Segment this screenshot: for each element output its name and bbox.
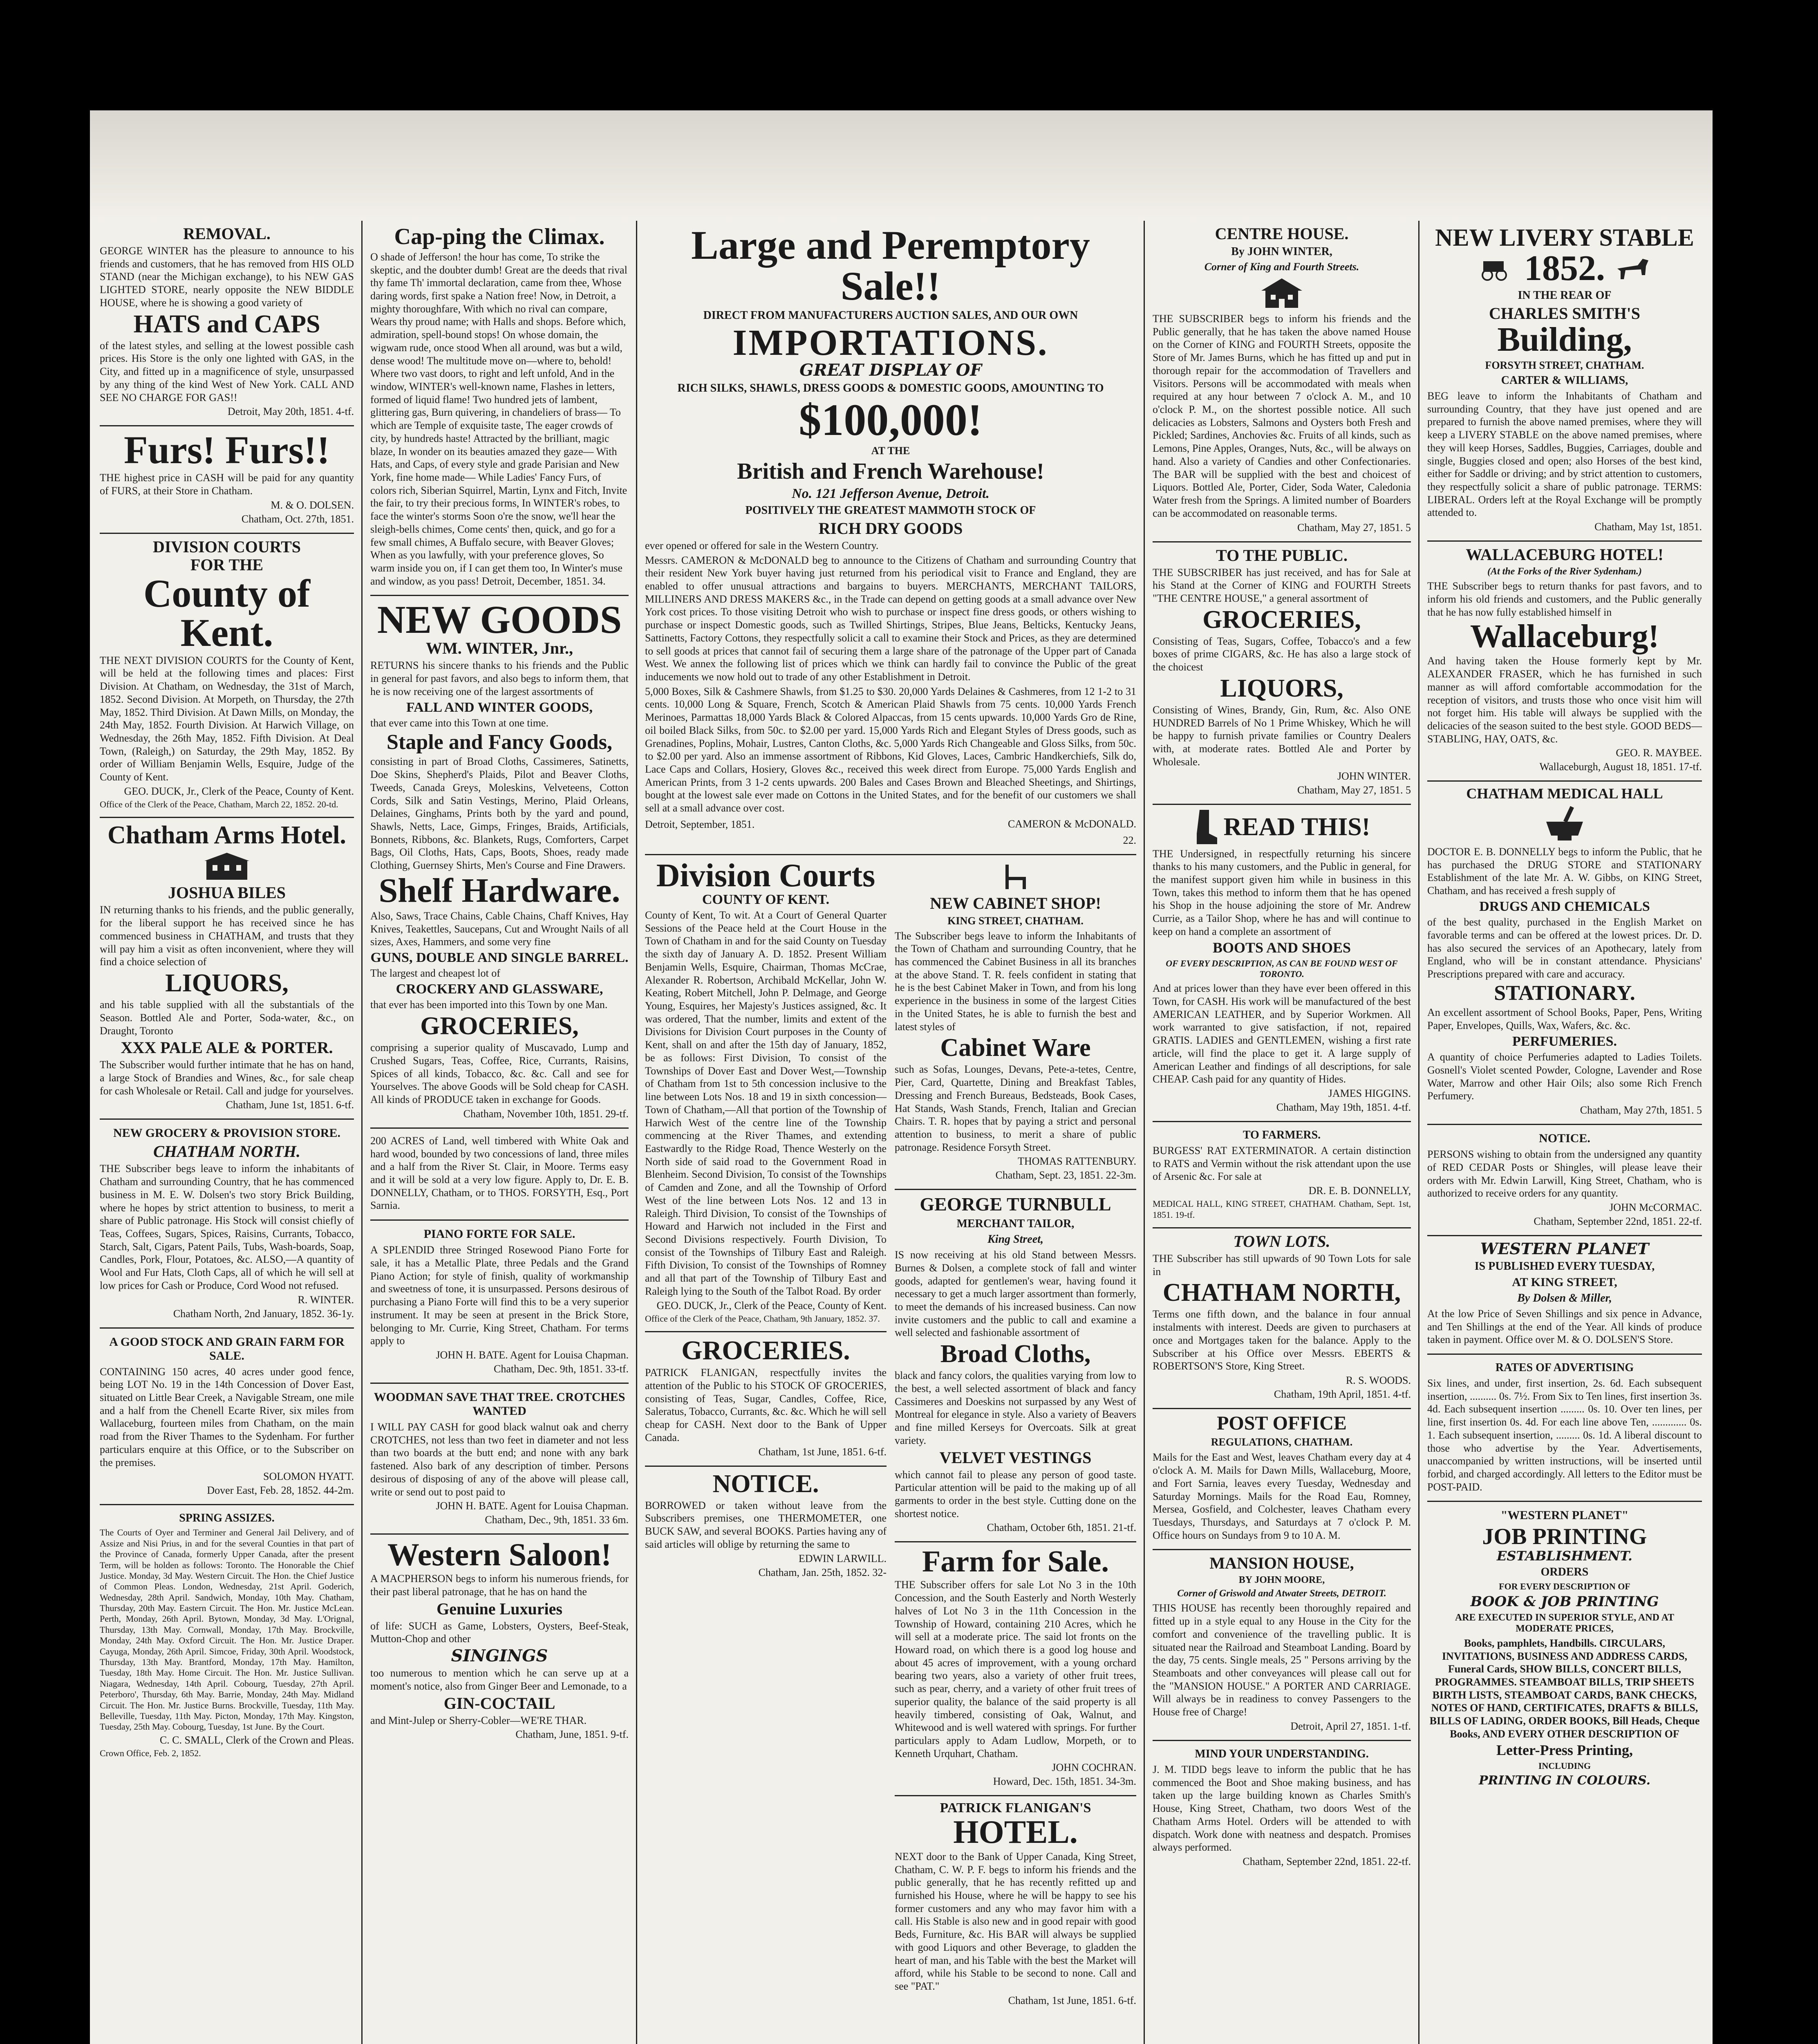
- ad-date: Chatham, Dec. 9th, 1851. 33-tf.: [494, 1363, 629, 1375]
- mind-understanding-ad: [1153, 1741, 1411, 1875]
- ad-headline: JOB PRINTING: [1482, 1524, 1647, 1550]
- poem-title: Cap-ping the Climax.: [394, 224, 605, 249]
- ad-signature: CAMERON & McDONALD.: [1008, 818, 1136, 830]
- hotel-building-icon: [202, 852, 251, 881]
- ad-body: The Subscriber would further intimate that he has on hand, a large Stock of Brandies and Wines, &c., for sale cheap for cash Wholesale or Retail. Call and judge for yourselves.: [100, 1059, 354, 1097]
- ad-title: TO FARMERS.: [1243, 1128, 1321, 1141]
- ad-body: too numerous to mention which he can serve up at a moment's notice, also from Ginger Beer and Lemonade, to a: [370, 1667, 629, 1692]
- ad-subtitle: IN THE REAR OF: [1518, 289, 1612, 302]
- ad-headline: RICH DRY GOODS: [818, 519, 963, 538]
- ad-date: Dover East, Feb. 28, 1852. 44-2m.: [207, 1484, 354, 1497]
- ad-date: Chatham, 1st June, 1851. 6-tf.: [758, 1446, 887, 1458]
- newspaper-page: [90, 110, 1713, 2044]
- ad-date: Chatham, November 10th, 1851. 29-tf.: [463, 1107, 629, 1120]
- ad-body: Terms one fifth down, and the balance in four annual instalments with interest. Deeds are given to purchasers at once and Mortgages taken for the balance. Apply to the Subscriber at his Office over Messrs. EBERTS & ROBERTSON'S Store, King Street.: [1153, 1308, 1411, 1372]
- ad-headline: IMPORTATIONS.: [732, 323, 1049, 363]
- ad-subtitle: AT THE: [871, 445, 910, 457]
- ad-subtitle: POSITIVELY THE GREATEST MAMMOTH STOCK OF: [745, 504, 1036, 517]
- ad-body: of life: SUCH as Game, Lobsters, Oysters, Beef-Steak, Mutton-Chop and other: [370, 1620, 629, 1645]
- ad-title: CHATHAM MEDICAL HALL: [1466, 785, 1663, 802]
- ad-body: ever opened or offered for sale in the Western Country.: [645, 539, 879, 551]
- ad-subtitle: REGULATIONS, CHATHAM.: [1211, 1436, 1353, 1448]
- ad-body: GEORGE WINTER has the pleasure to announce to his friends and customers, that he has removed from HIS OLD STAND (near the Michigan exchange), to his NEW GAS LIGHTED STORE, nearly opposite the NEW BIDDLE HOUSE, where he is showing a good variety of: [100, 245, 354, 309]
- ad-title: REMOVAL.: [183, 224, 271, 243]
- ad-body: THE NEXT DIVISION COURTS for the County of Kent, will be held at the following times and places: First Division. At Chatham, on Wednesday, the 31st of March, 1852. Second Division. At Morpeth, on Thursday, the 27th May, 1852. Third Division. At Dawn Mills, on Monday, the 24th May, 1852. Fourth Division. At Harwich Village, on Wednesday, the 26th May, 1852. Fifth Division. At Deal Town, (Raleigh,) on Saturday, the 29th May, 1852. By order of William Benjamin Wells, Esquire, Judge of the County of Kent.: [100, 654, 354, 783]
- ad-address: No. 121 Jefferson Avenue, Detroit.: [792, 486, 990, 501]
- poem-body: O shade of Jefferson! the hour has come, To strike the skeptic, and the doubter dumb! Great are the deeds that rival thy fame Th' immortal declaration, came from thee, Whose daring words, first spake a Nation free! Now, in Detroit, a mighty thoroughfare, With which no rival can compare, Wears thy proud name; with Halls and shops. Before which, admiration, spell-bound stops! On whose domain, the wigwam rude, once stood When all around, was but a wild, dense wood! The multitude move on—where to, behold! Where two vast doors, to right and left unfold, And in the window, WINTER's well-known name, Flashes in letters, formed of liquid flame! Two hundred jets of lambent, glittering gas, Burn quivering, in chandeliers of brass— To which are Temple of exquisite taste, The eager crowds of city, by hundreds haste! Attracted by the brilliant, magic blaze, In wonder on its beauties amazed they gaze— With Hats, and Caps, of every style and grade Parisian and New York, fine home made— While Ladies' Fancy Furs, of colors rich, Siberian Squirrel, Martin, Lynx and Fitch, Invite the fair, to try their precious forms, In WINTER's robes, to face the winter's storms Soon o're the snow, we'll hear the sleigh-bells chimes, Come cents' then, quick, and go for a few small chimes, A Buffalo secure, with Beaver Gloves; When as you lawfully, with your preference gloves, So warm inside you on, if I can get them too, In Winter's muse and window, as you pass! Detroit, December, 1851. 34.: [370, 251, 627, 587]
- ad-address: Corner of Griswold and Atwater Streets, DETROIT.: [1177, 1588, 1386, 1599]
- ad-headline: Wallaceburg!: [1470, 619, 1659, 655]
- chatham-arms-ad: [100, 818, 354, 1120]
- ad-body: PERSONS wishing to obtain from the undersigned any quantity of RED CEDAR Posts or Shingles, will please leave their orders with Mr. Edwin Larwill, King Street, Chatham, who is authorized to receive orders for any quantity.: [1427, 1148, 1702, 1199]
- ad-date: Office of the Clerk of the Peace, Chatham, 9th January, 1852. 37.: [645, 1313, 880, 1324]
- ad-headline: County of Kent.: [143, 571, 311, 654]
- ad-body: THE Subscriber begs leave to inform the inhabitants of Chatham and surrounding Country, that he has commenced business in M. E. W. Dolsen's two story Brick Building, where he hopes by strict attention to business, to merit a share of Public patronage. His Stock will consist chiefly of Teas, Coffees, Sugars, Spices, Raisins, Currants, Tobacco, Starch, Salt, Cigars, Patent Pails, Tubs, Wash-boards, Soap, Candles, Pork, Flour, Potatoes, &c. ALSO,—A quantity of Wool and Fur Hats, Cloth Caps, all of which he will sell at low prices for Cash or Produce, Cord Wood not refused.: [100, 1163, 354, 1291]
- column-rule: [1144, 221, 1145, 2044]
- farm-sale-ad: [100, 1329, 354, 1506]
- ad-signature: THOMAS RATTENBURY.: [1018, 1155, 1136, 1168]
- ad-body: I WILL PAY CASH for good black walnut oak and cherry CROTCHES, not less than two feet in diameter and not less than two boards at the butt end; and none with any bark fastened. Also bark of any description of timber. Persons desirous of disposing of any of the above will please call, write or send out to post paid to: [370, 1421, 629, 1498]
- ad-signature: EDWIN LARWILL.: [798, 1552, 887, 1564]
- ad-title: WALLACEBURG HOTEL!: [1466, 545, 1664, 564]
- sale-amount: $100,000!: [799, 395, 983, 445]
- ad-body: The Subscriber begs leave to inform the Inhabitants of the Town of Chatham and surrounding Country, that he has commenced the Cabinet Business in all its branches at the above Stand. T. R. feels confident in stating that he is the best Cabinet Maker in Town, and from his long experience in the business in some of the largest Cities in the United States, he is able to furnish the best and latest styles of: [895, 930, 1136, 1033]
- ad-body: THE SUBSCRIBER begs to inform his friends and the Public generally, that he has taken the above named House on the Corner of KING and FOURTH Streets, opposite the Store of Mr. James Burns, which he has fitted up and put in thorough repair for the accommodation of Travellers and Visitors. Persons will be accommodated with meals when required at any hour between 7 o'clock A. M., and 10 o'clock P. M., on the shortest possible notice. All such delicacies as Lobsters, Salmons and Oysters both Fresh and Pickled; Sardines, Anchovies &c. Fruits of all kinds, such as Lemons, Pine Apples, Oranges, Nuts, &c., will be always on hand. Also a variety of Candies and other Confectionaries. The BAR will be supplied with the best and choicest of Liquors. Bottled Ale, Porter, Cider, Soda Water, Caledonia Water fresh from the Springs. A limited number of Boarders can be accommodated on reasonable terms.: [1153, 313, 1411, 519]
- ad-body: and Mint-Julep or Sherry-Cobler—WE'RE THAR.: [370, 1714, 587, 1726]
- ad-body: BURGESS' RAT EXTERMINATOR. A certain distinction to RATS and Vermin without the risk attendant upon the use of Arsenic &c. For sale at: [1153, 1144, 1411, 1183]
- ad-title: NOTICE.: [712, 1470, 819, 1498]
- ad-body: A MACPHERSON begs to inform his numerous friends, for their past liberal patronage, that he has on hand the: [370, 1573, 629, 1598]
- ad-title: PIANO FORTE FOR SALE.: [423, 1227, 575, 1241]
- ad-headline: PRINTING IN COLOURS.: [1478, 1773, 1651, 1788]
- page-top-margin: [90, 110, 1713, 221]
- ad-date: Chatham, Jan. 25th, 1852. 32-: [758, 1566, 887, 1578]
- ad-proprietor: By JOHN WINTER,: [1231, 245, 1332, 258]
- ad-headline: GROCERIES,: [420, 1012, 579, 1040]
- ad-date: Chatham, Sept. 23, 1851. 22-3m.: [995, 1169, 1136, 1181]
- flanigan-hotel-ad: [895, 1796, 1136, 2014]
- cedar-notice: [1427, 1125, 1702, 1236]
- ad-subtitle: COUNTY OF KENT.: [702, 892, 830, 907]
- division-courts-order: [645, 855, 887, 1332]
- ad-body: A quantity of choice Perfumeries adapted to Ladies Toilets. Gosnell's Violet scented Powder, Cologne, Lavender and Rose Water, Marrow and other Hair Oils; also some Rich French Perfumery.: [1427, 1051, 1702, 1102]
- ad-title: Farm for Sale.: [922, 1545, 1109, 1579]
- to-farmers-ad: [1153, 1122, 1411, 1228]
- ad-signature: GEO. DUCK, Jr., Clerk of the Peace, County of Kent.: [124, 785, 354, 797]
- ad-body: An excellent assortment of School Books, Paper, Pens, Writing Paper, Envelopes, Quills, Wax, Wafers, &c. &c.: [1427, 1006, 1702, 1032]
- column-4: [1147, 221, 1417, 2044]
- ad-body: THE Undersigned, in respectfully returning his sincere thanks to his many customers, and the Public in general, for the manifest support given him while in business in this Town, takes this method to inform them that he has opened his Shop in the house adjoining the store of Mr. Andrew Currie, as a Tailor Shop, where he has and will continue to keep on hand a complete an assortment of: [1153, 847, 1411, 937]
- ad-body: Consisting of Wines, Brandy, Gin, Rum, &c. Also ONE HUNDRED Barrels of No 1 Prime Whiskey, Which he will be happy to furnish private families or Country Dealers with, at moderate rates. Bottled Ale and Porter by Wholesale.: [1153, 704, 1411, 768]
- ad-body: Six lines, and under, first insertion, 2s. 6d. Each subsequent insertion, .......... 0s. 7½. From Six to Ten lines, first insertion 3s. 4d. Each subsequent insertion ......... 0s. 10. Over ten lines, per line, first insertion 0s. 4d. For each line above Ten, ............. 0s. 1. Each subsequent insertion, ......... 0s. 1d. A liberal discount to those who advertise by the Year. Advertisements, unaccompanied by written instructions, will be inserted until forbid, and charged accordingly. All letters to the Editor must be POST-PAID.: [1427, 1377, 1702, 1493]
- ad-body: black and fancy colors, the qualities varying from low to the best, a well selected assortment of black and fancy Cassimeres and Doeskins not surpassed by any West of Montreal for elegance in style. Also a variety of Beavers and fine milled Kerseys for Overcoats. Silk at great variety.: [895, 1369, 1136, 1446]
- advertising-rates: [1427, 1355, 1702, 1502]
- ad-subtitle: CHARLES SMITH'S: [1489, 304, 1641, 323]
- ad-date: Chatham, September 22nd, 1851. 22-tf.: [1534, 1215, 1702, 1227]
- ad-headline: GUNS, DOUBLE AND SINGLE BARREL.: [370, 950, 629, 965]
- ad-title: GROCERIES.: [681, 1335, 850, 1365]
- ad-body: BEG leave to inform the Inhabitants of Chatham and surrounding Country, that they have just opened and are prepared to furnish the above named premises, where they will keep a LIVERY STABLE on the above named premises, where they will keep Horses, Saddles, Buggies, Carriages, double and single, Buggies closed and open; also Horses of the best kind, either for Saddle or driving; and by strict attention to customers, they respectfully solicit a share of public patronage. TERMS: LIBERAL. Orders left at the Royal Exchange will be promptly attended to.: [1427, 390, 1702, 519]
- ad-signature: JOHN WINTER.: [1337, 770, 1411, 782]
- ad-title: "WESTERN PLANET": [1500, 1508, 1629, 1522]
- job-printing-ad: [1427, 1502, 1702, 1793]
- ad-headline: LIQUORS,: [165, 969, 289, 997]
- ad-title: NEW LIVERY STABLE: [1435, 224, 1694, 251]
- ad-subtitle: DIRECT FROM MANUFACTURERS AUCTION SALES, AND OUR OWN: [703, 309, 1078, 322]
- ad-date: Detroit, April 27, 1851. 1-tf.: [1290, 1720, 1411, 1732]
- ad-body: of the best quality, purchased in the English Market on favorable terms and can be offered at the lowest prices. Dr. D. has also secured the services of an Apothecary, lately from England, who will be in constant attendance. Physicians' Prescriptions prepared with care and accuracy.: [1427, 916, 1702, 980]
- ad-proprietor: By Dolsen & Miller,: [1517, 1291, 1612, 1304]
- ad-proprietor: JOSHUA BILES: [168, 883, 286, 902]
- ad-subtitle: KING STREET, CHATHAM.: [947, 914, 1084, 927]
- western-saloon-ad: [370, 1535, 629, 1748]
- ad-title: PATRICK FLANIGAN'S: [940, 1800, 1091, 1816]
- furs-ad: [100, 426, 354, 533]
- ad-title: NOTICE.: [1539, 1132, 1590, 1145]
- ad-body: Consisting of Teas, Sugars, Coffee, Tobacco's and a few boxes of prime CIGARS, &c. He has also a large stock of the choicest: [1153, 635, 1411, 673]
- ad-subtitle: ESTABLISHMENT.: [1496, 1548, 1633, 1564]
- ad-headline: CROCKERY AND GLASSWARE,: [396, 982, 603, 997]
- ad-title: READ THIS!: [1223, 813, 1370, 841]
- ad-date: Chatham, June 1st, 1851. 6-tf.: [226, 1099, 354, 1111]
- ad-headline: VELVET VESTINGS: [939, 1448, 1092, 1467]
- ad-subtitle: AT KING STREET,: [1512, 1275, 1617, 1289]
- ad-body: CONTAINING 150 acres, 40 acres under good fence, being LOT No. 19 in the 14th Concession of Dover East, situated on Little Bear Creek, a Navigable Stream, one mile and a half from the Chenell Ecarte River, six miles from Wallaceburg, fourteen miles from Chatham, on the main road from the River Thames to the Sydenham. For further particulars enquire at this Office, or to the Subscriber on the premises.: [100, 1365, 354, 1468]
- carriage-icon: [1475, 256, 1516, 281]
- ad-body: Books, pamphlets, Handbills. CIRCULARS, INVITATIONS, BUSINESS AND ADDRESS CARDS, Funeral Cards, SHOW BILLS, CONCERT BILLS, PROGRAMMES. STEAMBOAT BILLS, TRIP SHEETS BIRTH LISTS, STEAMBOAT CARDS, BANK CHECKS, NOTES OF HAND, CERTIFICATES, DRAFTS & BILLS, BILLS OF LADING, ORDER BOOKS, Bill Heads, Cheque Books, AND EVERY OTHER DESCRIPTION OF: [1429, 1637, 1700, 1740]
- livery-stable-ad: [1427, 221, 1702, 542]
- piano-ad: [370, 1221, 629, 1384]
- ad-signature: C. C. SMALL, Clerk of the Crown and Pleas.: [159, 1734, 354, 1746]
- ad-date: MEDICAL HALL, KING STREET, CHATHAM. Chatham, Sept. 1st, 1851. 19-tf.: [1153, 1199, 1411, 1220]
- ad-body: 200 ACRES of Land, well timbered with White Oak and hard wood, bounded by two concessions of land, three miles and a half from the River St. Clair, in Moore. Terms easy and it will be sold at a very low figure. Apply to, Dr. E. B. DONNELLY, Chatham, or to THOS. FORSYTH, Esq., Port Sarnia.: [370, 1134, 629, 1212]
- to-the-public-ad: [1153, 542, 1411, 805]
- ad-signature: R. WINTER.: [298, 1293, 354, 1306]
- ad-body: THE Subscriber has still upwards of 90 Town Lots for sale in: [1153, 1252, 1411, 1278]
- ad-date: Chatham, 1st June, 1851. 6-tf.: [1008, 1994, 1136, 2006]
- ad-headline: DRUGS AND CHEMICALS: [1479, 899, 1650, 914]
- medical-hall-ad: [1427, 782, 1702, 1125]
- ad-body: comprising a superior quality of Muscavado, Lump and Crushed Sugars, Teas, Coffee, Rice, Currants, Raisins, Spices of all kinds, Tobacco, &c. &c. Call and see for Yourselves. The above Goods will be Sold cheap for CASH. All kinds of PRODUCE taken in exchange for Goods.: [370, 1042, 629, 1106]
- spring-assizes-notice: [100, 1505, 354, 1766]
- column-1: [94, 221, 360, 2044]
- ad-date: Detroit, September, 1851.: [645, 818, 755, 830]
- borrowed-notice: [645, 1467, 887, 1586]
- mortar-and-pestle-icon: [1542, 805, 1587, 842]
- ad-title: POST OFFICE: [1217, 1412, 1347, 1434]
- ad-subtitle: ARE EXECUTED IN SUPERIOR STYLE, AND AT MODERATE PRICES,: [1455, 1612, 1675, 1634]
- ad-subtitle: ORDERS: [1540, 1566, 1589, 1579]
- ad-address: FORSYTH STREET, CHATHAM.: [1485, 359, 1644, 371]
- ad-price-list: 5,000 Boxes, Silk & Cashmere Shawls, from $1.25 to $30. 20,000 Yards Delaines & Cashmeres, from 12 1-2 to 31 cents. 10,000 Long & Square, French, Scotch & American Plaid Shawls from 75 cents. 10,000 Yards French Merinoes, Parmattas 18,000 Yards Black & Colored Alpaccas, from 15 cents upwards. 10,000 Yards Gro de Rine, oil boiled Black Silks, from 50c. to $2.00 per yard. 15,000 Yards Rich and Elegant Styles of Dress goods, such as Grenadines, Poplins, Mohair, Lustres, Canton Cloths, &c. 5,000 Yards Rich Changeable and Gloss Silks, from 50c. to $2.00 per yard. Also an immense assortment of Ribbons, Kid Gloves, Laces, Cambric Handkerchiefs, Silk do, Lace Caps and Collars, Hosiery, Gloves &c., received this week direct from Europe. 75,000 Yards English and American Prints, from 3 1-2 cents upwards. 200 Bales and Cases Brown and Bleached Sheetings, and Shirtings, bought at the lowest sale ever made on Cottons in the United States, and for the benefit of our customers we shall sell at a small advance over cost.: [645, 685, 1136, 814]
- ad-title: FOR THE: [190, 555, 264, 574]
- ad-title: Large and Peremptory Sale!!: [691, 222, 1090, 309]
- ad-subtitle: CHATHAM NORTH.: [153, 1142, 301, 1161]
- ad-signature: DR. E. B. DONNELLY,: [1308, 1185, 1411, 1197]
- ad-headline: PERFUMERIES.: [1512, 1033, 1617, 1049]
- ad-headline: FALL AND WINTER GOODS,: [406, 699, 593, 715]
- ad-subtitle: (At the Forks of the River Sydenham.): [1487, 566, 1642, 577]
- ad-title: MIND YOUR UNDERSTANDING.: [1195, 1747, 1369, 1760]
- ad-date: Chatham, May 19th, 1851. 4-tf.: [1276, 1101, 1411, 1113]
- column-rule: [1418, 221, 1419, 2044]
- column-3: [639, 221, 1142, 2044]
- ad-signature: Detroit, May 20th, 1851. 4-tf.: [227, 406, 354, 418]
- ad-headline: GROCERIES,: [1202, 605, 1361, 634]
- ad-headline: Genuine Luxuries: [437, 1599, 562, 1618]
- ad-date: Chatham, October 6th, 1851. 21-tf.: [987, 1522, 1136, 1534]
- column-5: [1422, 221, 1708, 2044]
- ad-signature: JAMES HIGGINS.: [1328, 1087, 1411, 1099]
- ad-headline: Staple and Fancy Goods,: [387, 730, 612, 754]
- read-this-ad: [1153, 805, 1411, 1122]
- ad-body: Mails for the East and West, leaves Chatham every day at 4 o'clock A. M. Mails for Dawn Mills, Wallaceburg, Moore, and Fort Sarnia, leaves every Tuesday, Wednesday and Saturday Mornings. Mails for the Road Eau, Romney, Mersea, Gosfield, and Colchester, leaves Chatham every Tuesdays, Thursdays, and Saturdays at 7 o'clock P. M. Office hours on Sundays from 9 to 10 A. M.: [1153, 1451, 1411, 1541]
- ad-body: and his table supplied with all the substantials of the Season. Bottled Ale and Porter, Soda-water, &c., on Draught, Toronto: [100, 999, 354, 1037]
- ad-subtitle: King Street,: [987, 1233, 1043, 1246]
- ad-body: that ever came into this Town at one time.: [370, 717, 549, 729]
- ad-title: Furs! Furs!!: [124, 428, 330, 472]
- ad-headline: BOOK & JOB PRINTING: [1470, 1594, 1659, 1610]
- ad-date: Office of the Clerk of the Peace, Chatham, March 22, 1852. 20-td.: [100, 799, 338, 809]
- boot-icon: [1193, 809, 1218, 846]
- ad-subtitle: INCLUDING: [1538, 1761, 1591, 1771]
- ad-headline: XXX PALE ALE & PORTER.: [121, 1038, 333, 1057]
- ad-date: Chatham, Dec., 9th, 1851. 33 6m.: [485, 1514, 629, 1526]
- wallaceburg-hotel-ad: [1427, 542, 1702, 782]
- house-icon: [1259, 276, 1304, 309]
- ad-headline: Building,: [1497, 320, 1632, 359]
- ad-body: Also, Saws, Trace Chains, Cable Chains, Chaff Knives, Hay Knives, Teakettles, Saucepans, Cut and Wrought Nails of all sizes, Axes, Hammers, and some very fine: [370, 910, 629, 948]
- ad-date: Chatham, September 22nd, 1851. 22-tf.: [1243, 1855, 1411, 1867]
- town-lots-ad: [1153, 1228, 1411, 1409]
- ad-proprietor: BY JOHN MOORE,: [1238, 1575, 1325, 1586]
- ad-title: GEORGE TURNBULL: [920, 1194, 1111, 1215]
- ad-subtitle: FOR EVERY DESCRIPTION OF: [1499, 1581, 1630, 1592]
- ad-body: THIS HOUSE has recently been thoroughly repaired and fitted up in a style equal to any House in the City for the comfort and convenience of the travelling public. It is situated near the Railroad and Steamboat Landing. Board by the day, 75 cents. Single meals, 25 " Persons arriving by the Steamboats and other conveyances will please call out for the "MANSION HOUSE." A PORTER AND CARRIAGE. Will always be in readiness to convey Passengers to the House free of Charge!: [1153, 1602, 1411, 1718]
- ad-title: NEW GOODS: [377, 598, 622, 642]
- ad-title: A GOOD STOCK AND GRAIN FARM FOR SALE.: [109, 1335, 345, 1363]
- ad-body: The Courts of Oyer and Terminer and General Jail Delivery, and of Assize and Nisi Prius, in and for the several Counties in that part of the Province of Canada, formerly Upper Canada, after the present Term, will be holden as follows: Toronto. The Honorable the Chief Justice. Monday, 3d May. Western Circuit. The Hon. the Chief Justice of Common Pleas. London, Wednesday, 21st April. Goderich, Wednesday, 28th April. Sandwich, Monday, 10th May. Chatham, Thursday, 20th May. Eastern Circuit. The Hon. Mr. Justice McLean. Perth, Monday, 26th April. Bytown, Monday, 3d May. L'Orignal, Thursday, 13th May. Cornwall, Monday, 17th May. Brockville, Monday, 24th May. Oxford Circuit. The Hon. Mr. Justice Draper. Cayuga, Monday, 26th April. Simcoe, Friday, 30th April. Woodstock, Thursday, 13th May. Brantford, Monday, 17th May. Hamilton, Tuesday, 18th May. Home Circuit. The Hon. Mr. Justice Sullivan. Niagara, Wednesday, 14th April. Cobourg, Tuesday, 27th April. Peterboro', Thursday, 6th May. Barrie, Monday, 24th May. Midland Circuit. The Hon. Mr. Justice Burns. Brockville, Tuesday, 11th May. Belleville, Tuesday, 11th May. Picton, Monday, 17th May. Kingston, Tuesday, 25th May. Cobourg, Tuesday, 1st June. By the Court.: [100, 1527, 354, 1732]
- ad-title: WESTERN PLANET: [1480, 1239, 1649, 1258]
- ad-title: Western Saloon!: [387, 1537, 612, 1573]
- ad-body: BORROWED or taken without leave from the Subscribers premises, one THERMOMETER, one BUCK SAW, and several BOOKS. Parties having any of said articles will oblige by returning the same to: [645, 1499, 887, 1550]
- land-ad: [370, 1129, 629, 1221]
- ad-subtitle: OF EVERY DESCRIPTION, AS CAN BE FOUND WEST OF TORONTO.: [1166, 958, 1398, 979]
- ad-title: NEW GROCERY & PROVISION STORE.: [113, 1126, 340, 1140]
- ad-body: Messrs. CAMERON & McDONALD beg to announce to the Citizens of Chatham and surrounding Country that their resident New York buyer having just returned from his periodical visit to France and England, they are enabled to offer unusual attractions and bargains to buyers. MERCHANTS, MERCHANT TAILORS, MILLINERS AND DRESS MAKERS &c., in the Trade can depend on getting goods at a small advance over New York cost prices. To those visiting Detroit who wish to purchase or inspect fine dress goods, or others wishing to purchase or inspect Domestic goods, such as Twilled Shirtings, Stripes, Blue Jeans, Belticks, Kentucky Jeans, Sattinetts, Factory Cottons, they respectfully solicit a call to examine their Stock and Prices, as they are determined to sell goods at prices that cannot fail of securing them a large share of the patronage of the Upper part of Canada West. We annex the following list of prices which we think can hardly fail to convince the Public of the great inducements we now hold out to trade of any other Establishment in Detroit.: [645, 554, 1136, 683]
- ad-body: DOCTOR E. B. DONNELLY begs to inform the Public, that he has purchased the DRUG STORE and STATIONARY Establishment of the late Mr. A. W. Gibbs, on KING Street, Chatham, and has received a fresh supply of: [1427, 845, 1702, 897]
- ad-headline: BOOTS AND SHOES: [1212, 939, 1351, 956]
- woodman-ad: [370, 1384, 629, 1535]
- ad-body: And having taken the House formerly kept by Mr. ALEXANDER FRASER, which he has furnished in such manner as will afford comfortable accommodation for the reception of visitors, and trusts those who once visit him will not forget him. His table will always be supplied with the delicacies of the season suited to the best style. GOOD BEDS—STABLING, HAY, OATS, &c.: [1427, 655, 1702, 745]
- ad-headline: Letter-Press Printing,: [1496, 1741, 1633, 1758]
- ad-body: The largest and cheapest lot of: [370, 967, 500, 979]
- column-2: [365, 221, 634, 2044]
- ad-signature: JOHN H. BATE. Agent for Louisa Chapman.: [436, 1349, 629, 1361]
- division-courts-ad: [100, 534, 354, 818]
- ad-body: County of Kent, To wit. At a Court of General Quarter Sessions of the Peace held at the Court House in the Town of Chatham in and for the said County on Tuesday the sixth day of January A. D. 1852. Present William Benjamin Wells, Esquire, Chairman, Thomas McCrae, Alexander R. Robertson, Archibald McKellar, John W. Keating, Robert Mitchell, John P. Delmage, and George Young, Esquires, her Majesty's Justices assigned, &c. It was ordered, That the number, limits and extent of the Divisions for Division Court purposes in the County of Kent, shall on and after the 15th day of January, 1852, be as follows: First Division, To consist of the Townships of Dover East and Dover West,—Township of Chatham from 1st to 5th concession inclusive to the line between Lots Nos. 18 and 19 in sixth concession—Town of Chatham,—All that portion of the Township of Harwich West of the centre line of the Township commencing at the River Thames, and extending Eastwardly to the Ridge Road, Thence Westerly on the North side of said road to the Government Road in Blenheim. Second Division, To consist of the Townships of Camden and Zone, and all the Township of Orford West of the line between Lots Nos. 12 and 13 in Raleigh. Third Division, To consist of the Townships of Howard and Harwich not included in the First and Second Divisions respectively. Fourth Division, To consist of the Townships of Tilbury East and Raleigh. Fifth Division, To consist of the Townships of Romney and all that part of the Township of Tilbury East and Raleigh lying to the South of the Talbot Road. By order: [645, 909, 887, 1297]
- ad-date: Chatham, 19th April, 1851. 4-tf.: [1274, 1388, 1411, 1401]
- ad-title-row: [1153, 809, 1411, 846]
- turnbull-tailor-ad: [895, 1190, 1136, 1542]
- poem-capping-the-climax: [370, 221, 629, 596]
- groceries-ad: [645, 1332, 887, 1467]
- ad-headline: British and French Warehouse!: [737, 459, 1044, 484]
- ad-headline: STATIONARY.: [1494, 981, 1635, 1005]
- ad-body: RETURNS his sincere thanks to his friends and the Public in general for past favors, and also begs to inform them, that he is now receiving one of the largest assortments of: [370, 659, 629, 697]
- ad-body: of the latest styles, and selling at the lowest possible cash prices. His Store is the only one lighted with GAS, in the City, and fitted up in a magnificence of style, unsurpassed by any thing of the kind West of New York. CALL AND SEE NO CHARGE FOR GAS!!: [100, 339, 354, 403]
- ad-date: Chatham, May 1st, 1851.: [1594, 521, 1702, 533]
- ad-body: IS now receiving at his old Stand between Messrs. Burnes & Dolsen, a complete stock of fall and winter goods, adapted for gentlemen's wear, having found it necessary to get a much larger assortment than formerly, to meet the demands of his increased business. Can now invite customers and the public to call and examine a well selected and fashionable assortment of: [895, 1249, 1136, 1339]
- ad-date: Crown Office, Feb. 2, 1852.: [100, 1748, 201, 1758]
- ad-signature: GEO. DUCK, Jr., Clerk of the Peace, County of Kent.: [656, 1299, 887, 1311]
- ad-body: And at prices lower than they have ever been offered in this Town, for CASH. His work will be manufactured of the best AMERICAN LEATHER, and by Superior Workmen. All work warranted to give satisfaction, if not, repaired GRATIS. LADIES and GENTLEMEN, wishing a first rate article, will find the place to get it. A large supply of American Leather and findings of all descriptions, for sale CHEAP. Cash paid for any quantity of Hides.: [1153, 982, 1411, 1085]
- ad-proprietor: CARTER & WILLIAMS,: [1501, 374, 1628, 387]
- ad-number: 22.: [1123, 834, 1136, 846]
- ad-body: At the low Price of Seven Shillings and six pence in Advance, and Ten Shillings at the end of the Year. All kinds of produce taken in payment. Office over M. & O. DOLSEN'S Store.: [1427, 1307, 1702, 1346]
- ad-signature: JOHN McCORMAC.: [1609, 1201, 1702, 1213]
- ad-title: NEW CABINET SHOP!: [930, 894, 1101, 912]
- ad-title: CENTRE HOUSE.: [1215, 224, 1349, 243]
- ad-headline: HATS and CAPS: [133, 310, 320, 338]
- ad-subtitle: MERCHANT TAILOR,: [956, 1217, 1075, 1230]
- ad-body: such as Sofas, Lounges, Devans, Pete-a-tetes, Centre, Pier, Card, Quartette, Dining and Breakfast Tables, Dressing and French Bureaus, Bedsteads, Book Cases, Hat Stands, Wash Stands, French, Italian and Grecian Chairs. T. R. hopes that by paying a strict and personal attention to business, to merit a share of public patronage. Residence Forsyth Street.: [895, 1063, 1136, 1153]
- ad-signature: GEO. R. MAYBEE.: [1616, 747, 1702, 759]
- ad-body: THE Subscriber offers for sale Lot No 3 in the 10th Concession, and the South Easterly and North Westerly halves of Lot No 3 in the 11th Concession in the Township of Howard, containing 210 Acres, which he will sell at a moderate price. The said lot fronts on the Howard road, on which there is a good log house and about 45 acres of improvement, with a young orchard bearing two years, also a variety of other fruit trees, such as pear, cherry, and a variety of other fruit trees of superior quality, the balance of the said property is all heavily timbered, consisting of Oak, Walnut, and Whitewood and is well watered with springs. For further particulars apply to Adam Ludlow, Morpeth, or to Kenneth Urquhart, Chatham.: [895, 1579, 1136, 1759]
- ad-headline: Cabinet Ware: [940, 1034, 1091, 1062]
- ad-address: Corner of King and Fourth Streets.: [1204, 261, 1359, 273]
- column-rule: [361, 221, 363, 2044]
- ad-body: PATRICK FLANIGAN, respectfully invites the attention of the Public to his STOCK OF GROCERIES, consisting of Teas, Sugar, Candles, Coffee, Rice, Saleratus, Tobacco, Currants, &c. &c. Which he will sell cheap for CASH. Next door to the Bank of Upper Canada.: [645, 1367, 887, 1443]
- peremptory-sale-ad: [645, 221, 1136, 855]
- chair-icon: [997, 863, 1034, 891]
- ad-headline: HOTEL.: [953, 1814, 1078, 1850]
- ad-headline: Shelf Hardware.: [378, 871, 620, 910]
- ad-headline: GIN-COCTAIL: [443, 1694, 555, 1712]
- ad-date: Chatham North, 2nd January, 1852. 36-1y.: [173, 1307, 354, 1320]
- new-goods-ad: [370, 596, 629, 1128]
- ad-date: Chatham, May 27, 1851. 5: [1297, 784, 1411, 796]
- ad-signature: JOHN COCHRAN.: [1052, 1762, 1136, 1774]
- ad-signature: JOHN H. BATE. Agent for Louisa Chapman.: [436, 1500, 629, 1512]
- ad-title: WOODMAN SAVE THAT TREE. CROTCHES WANTED: [374, 1390, 625, 1418]
- column-3-split: [645, 855, 1136, 2014]
- ad-body: THE highest price in CASH will be paid for any quantity of FURS, at their Store in Chatham.: [100, 472, 354, 497]
- ad-subtitle: GREAT DISPLAY OF: [799, 361, 982, 380]
- ad-body: NEXT door to the Bank of Upper Canada, King Street, Chatham, C. W. P. F. begs to inform his friends and the public generally, that he has recently refitted up and furnished his House, where he will be happy to see his former customers and any who may favor him with a call. His Stable is also new and in good repair with good Beds, Furniture, &c. His BAR will always be supplied with good Liquors and other Beverage, to gladden the heart of man, and his Table with the best the Market will afford, while his Stable to be second to none. Call and see "PAT.": [895, 1850, 1136, 1992]
- ad-body: THE SUBSCRIBER has just received, and has for Sale at his Stand at the Corner of KING and FOURTH Streets "THE CENTRE HOUSE," a general assortment of: [1153, 566, 1411, 604]
- ad-date: Chatham, May 27th, 1851. 5: [1580, 1104, 1702, 1116]
- ad-year-row: [1427, 251, 1702, 287]
- mansion-house-ad: [1153, 1550, 1411, 1741]
- ad-headline: Broad Cloths,: [940, 1340, 1091, 1368]
- western-planet-masthead: [1427, 1236, 1702, 1355]
- ad-body: which cannot fail to please any person of good taste. Particular attention will be paid to the making up of all garments to order in the best style. Cutting done on the shortest notice.: [895, 1468, 1136, 1520]
- ad-body: A SPLENDID three Stringed Rosewood Piano Forte for sale, it has a Metallic Plate, three Pedals and the Grand Piano Action; for style of finish, quality of workmanship and sweetness of tone, it is unsurpassed. Persons desirous of purchasing a Piano Forte will find this to be a very superior instrument. It may be seen at present in the Brick Store, belonging to Mr. Currie, King Street, Chatham. For terms apply to: [370, 1244, 629, 1347]
- ad-body: J. M. TIDD begs leave to inform the public that he has commenced the Boot and Shoe making business, and has taken up the large building known as Charles Smith's House, King Street, Chatham, two doors West of the Chatham Arms Hotel. Orders will be attended to with dispatch. Work done with neatness and despatch. Promises always performed.: [1153, 1763, 1411, 1853]
- ad-signature: M. & O. DOLSEN.: [271, 499, 354, 511]
- ad-title: TOWN LOTS.: [1233, 1232, 1330, 1251]
- ad-signature: SOLOMON HYATT.: [263, 1470, 354, 1483]
- ad-title: Division Courts: [656, 857, 875, 894]
- ad-date: Wallaceburgh, August 18, 1851. 17-tf.: [1539, 761, 1702, 773]
- column-rule: [636, 221, 637, 2044]
- grocery-store-ad: [100, 1120, 354, 1328]
- ad-title: RATES OF ADVERTISING: [1495, 1361, 1634, 1374]
- horse-icon: [1613, 256, 1654, 281]
- ad-date: Chatham, June, 1851. 9-tf.: [515, 1728, 629, 1741]
- ad-year: 1852.: [1524, 249, 1605, 288]
- ad-signature: R. S. WOODS.: [1346, 1374, 1411, 1387]
- ad-title: SPRING ASSIZES.: [179, 1512, 275, 1525]
- ad-body: consisting in part of Broad Cloths, Cassimeres, Satinetts, Doe Skins, Shepherd's Plaids, Pilot and Beaver Cloths, Tweeds, Canada Greys, Moleskins, Velveteens, Cotton Cords, Silk and Satin Vestings, Merino, Plaid Orleans, Delaines, Ginghams, Prints both by the yard and pound, Shawls, Netts, Lace, Gimps, Fringes, Braids, Artificials, Bonnets, Ribbons, &c. Blankets, Rugs, Comforters, Carpet Bags, Oil Cloths, Hats, Caps, Boots, Shoes, ready made Clothing, Guernsey Shirts, Men's Course and Fine Drawers.: [370, 755, 629, 872]
- ad-subtitle: RICH SILKS, SHAWLS, DRESS GOODS & DOMESTIC GOODS, AMOUNTING TO: [677, 382, 1104, 394]
- column-3-left: [645, 855, 887, 2014]
- ad-headline: CHATHAM NORTH,: [1162, 1279, 1401, 1307]
- farm-for-sale-ad: [895, 1542, 1136, 1796]
- centre-house-ad: [1153, 221, 1411, 542]
- cabinet-shop-ad: [895, 855, 1136, 1190]
- ad-title: TO THE PUBLIC.: [1216, 546, 1348, 565]
- removal-ad: [100, 221, 354, 426]
- ad-body: THE Subscriber begs to return thanks for past favors, and to inform his old friends and customers, and the Public generally that he has now fully established himself in: [1427, 580, 1702, 618]
- ad-proprietor: WM. WINTER, Jnr.,: [425, 639, 573, 658]
- ad-headline: SINGINGS: [451, 1646, 548, 1666]
- ad-date: Chatham, Oct. 27th, 1851.: [241, 513, 354, 525]
- ad-title: MANSION HOUSE,: [1209, 1554, 1354, 1573]
- ad-footer: [645, 816, 1136, 833]
- ad-body: that ever has been imported into this Town by one Man.: [370, 999, 608, 1011]
- ad-title: Chatham Arms Hotel.: [107, 821, 346, 849]
- ad-body: IN returning thanks to his friends, and the public generally, for the liberal support he has received since he has commenced business in CHATHAM, and trusts that they will pay him a visit as often inconvenient, where they will find a choice selection of: [100, 904, 354, 968]
- column-3-right: [895, 855, 1136, 2014]
- ad-headline: LIQUORS,: [1220, 674, 1343, 702]
- ad-subtitle: IS PUBLISHED EVERY TUESDAY,: [1474, 1260, 1655, 1273]
- post-office-notice: [1153, 1409, 1411, 1550]
- ad-date: Chatham, May 27, 1851. 5: [1297, 521, 1411, 533]
- ad-date: Howard, Dec. 15th, 1851. 34-3m.: [993, 1775, 1136, 1788]
- ad-title: DIVISION COURTS: [152, 537, 301, 556]
